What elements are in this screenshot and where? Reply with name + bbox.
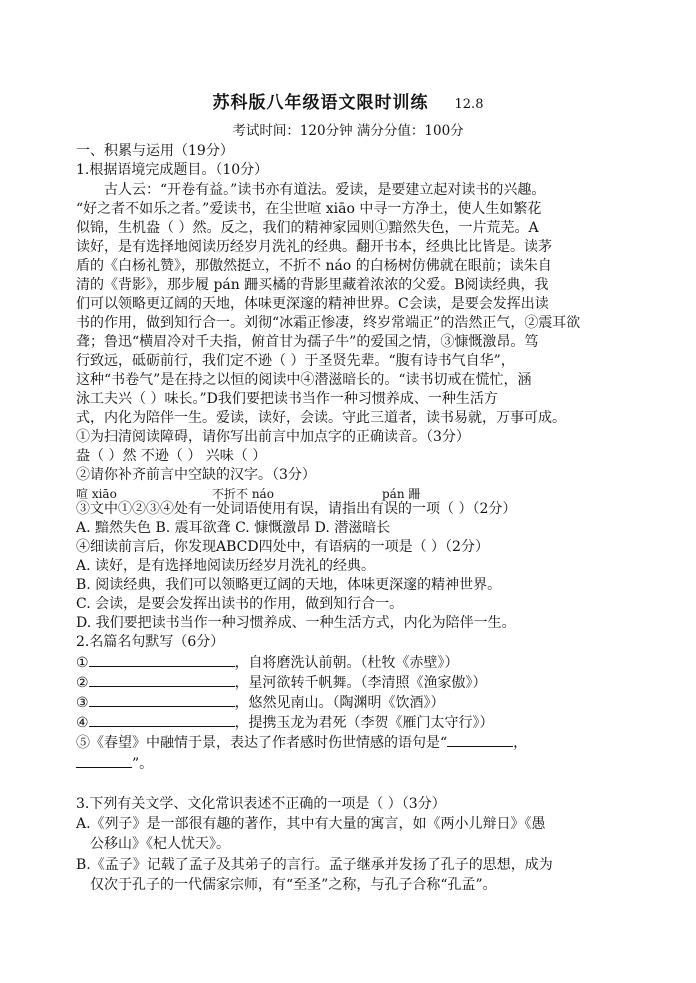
title-row bbox=[0, 88, 696, 113]
pinyin-xiao: 喧 xiāo bbox=[76, 487, 117, 501]
exam-date: 12.8 bbox=[454, 97, 484, 112]
q2-item-text: ，自将磨洗认前朝。（杜牧《赤壁》） bbox=[234, 655, 459, 671]
q2-item-number: ④ bbox=[76, 715, 89, 731]
answer-blank[interactable] bbox=[76, 754, 132, 768]
q2-item-5-cont bbox=[76, 754, 153, 773]
q2-item-number: ② bbox=[76, 675, 89, 691]
q2-item5-prefix: ⑤《春望》中融情于景，表达了作者感时伤世情感的语句是“ bbox=[76, 735, 448, 751]
q1-sub2-question: ②请你补齐前言中空缺的汉字。（3分） bbox=[76, 467, 316, 483]
q1-stem: 1.根据语境完成题目。（10分） bbox=[76, 162, 269, 178]
passage-line: “好之者不如乐之者。”爱读书，在尘世喧 xiāo 中寻一方净土，使人生如繁花 bbox=[76, 201, 542, 217]
q1-sub3-question: ③文中①②③④处有一处词语使用有误，请指出有误的一项（ ）（2分） bbox=[76, 501, 517, 517]
answer-blank[interactable] bbox=[89, 653, 235, 667]
passage-line: 行致远，砥砺前行，我们定不逊（ ）于圣贤先辈。“腹有诗书气自华”， bbox=[76, 353, 515, 369]
q3-option-b: B.《孟子》记载了孟子及其弟子的言行。孟子继承并发扬了孔子的思想，成为 bbox=[76, 857, 553, 873]
q1-sub4-option-a: A. 读好，是有选择地阅读历经岁月洗礼的经典。 bbox=[76, 558, 376, 574]
q2-item5-end: ”。 bbox=[132, 756, 154, 772]
q2-item-text: ，星河欲转千帆舞。（李清照《渔家傲》） bbox=[234, 675, 487, 691]
q2-item-5 bbox=[76, 733, 527, 752]
answer-blank[interactable] bbox=[447, 733, 513, 747]
q1-sub1-question: ①为扫清阅读障碍，请你写出前言中加点字的正确读音。（3分） bbox=[76, 429, 470, 445]
q2-item-text: ，提携玉龙为君死（李贺《雁门太守行》） bbox=[234, 715, 494, 731]
exam-info: 考试时间：120分钟 满分分值：100分 bbox=[232, 123, 464, 139]
q1-sub1-answer-line: 盎（ ）然 不逊（ ） 兴味（ ） bbox=[76, 448, 267, 464]
q2-item5-comma: ， bbox=[513, 735, 528, 751]
passage-line: 式，内化为陪伴一生。爱读，读好，会读。守此三道者，读书易就，万事可成。 bbox=[76, 410, 566, 426]
pinyin-pan: pán 跚 bbox=[382, 487, 421, 501]
answer-blank[interactable] bbox=[89, 673, 235, 687]
q2-item bbox=[76, 713, 494, 732]
answer-blank[interactable] bbox=[89, 693, 235, 707]
q1-sub4-option-c: C. 会读，是要会发挥出读书的作用，做到知行合一。 bbox=[76, 596, 404, 612]
q3-stem: 3.下列有关文学、文化常识表述不正确的一项是（ ）（3分） bbox=[76, 796, 446, 812]
passage-line: 书的作用，做到知行合一。刘彻“冰霜正惨凄，终岁常端正”的浩然正气，②震耳欲 bbox=[76, 315, 581, 331]
q1-sub4-question: ④细读前言后，你发现ABCD四处中，有语病的一项是（ ）（2分） bbox=[76, 539, 489, 555]
section-heading: 一、积累与运用（19分） bbox=[76, 143, 234, 159]
q1-sub4-option-b: B. 阅读经典，我们可以领略更辽阔的天地，体味更深邃的精神世界。 bbox=[76, 577, 502, 593]
q2-item bbox=[76, 653, 459, 672]
q2-item bbox=[76, 673, 487, 692]
passage-line: 似锦，生机盎（ ）然。反之，我们的精神家园则①黯然失色，一片荒芜。A bbox=[76, 220, 539, 236]
passage-line: 盾的《白杨礼赞》，那傲然挺立，不折不 náo 的白杨树仿佛就在眼前；读朱自 bbox=[76, 258, 552, 274]
passage-line: 这种“书卷气”是在持之以恒的阅读中④潜滋暗长的。“读书切戒在慌忙，涵 bbox=[76, 372, 532, 388]
q2-stem: 2.名篇名句默写（6分） bbox=[76, 634, 225, 650]
q3-option-a-cont: 公移山》《杞人忧天》。 bbox=[90, 836, 230, 852]
q3-option-b-cont: 仅次于孔子的一代儒家宗师，有“至圣”之称，与孔子合称“孔孟”。 bbox=[90, 877, 497, 893]
q2-item-number: ③ bbox=[76, 695, 89, 711]
q2-item-number: ① bbox=[76, 655, 89, 671]
passage-line: 们可以领略更辽阔的天地，体味更深邃的精神世界。C会读，是要会发挥出读 bbox=[76, 296, 549, 312]
page-title: 苏科版八年级语文限时训练 bbox=[212, 93, 429, 113]
passage-line: 清的《背影》，那步履 pán 跚买橘的背影里藏着浓浓的父爱。B阅读经典，我 bbox=[76, 277, 549, 293]
passage-line: 古人云：“开卷有益。”读书亦有道法。爱读，是要建立起对读书的兴趣。 bbox=[104, 182, 546, 198]
q1-sub4-option-d: D. 我们要把读书当作一种习惯养成、一种生活方式，内化为陪伴一生。 bbox=[76, 615, 516, 631]
passage-line: 聋；鲁迅“横眉冷对千夫指，俯首甘为孺子牛”的爱国之情，③慷慨激昂。笃 bbox=[76, 334, 539, 350]
q2-item bbox=[76, 693, 445, 712]
passage-line: 读好，是有选择地阅读历经岁月洗礼的经典。翻开书本，经典比比皆是。读茅 bbox=[76, 239, 552, 255]
q3-option-a: A.《列子》是一部很有趣的著作，其中有大量的寓言，如《两小儿辩日》《愚 bbox=[76, 816, 546, 832]
q2-item-text: ，悠然见南山。（陶渊明《饮酒》） bbox=[234, 695, 445, 711]
answer-blank[interactable] bbox=[89, 713, 235, 727]
passage-line: 泳工夫兴（ ）味长。”D我们要把读书当作一种习惯养成、一种生活方 bbox=[76, 391, 498, 407]
q1-sub3-options: A. 黯然失色 B. 震耳欲聋 C. 慷慨激昂 D. 潜滋暗长 bbox=[76, 520, 391, 536]
pinyin-nao: 不折不 náo bbox=[212, 487, 274, 501]
